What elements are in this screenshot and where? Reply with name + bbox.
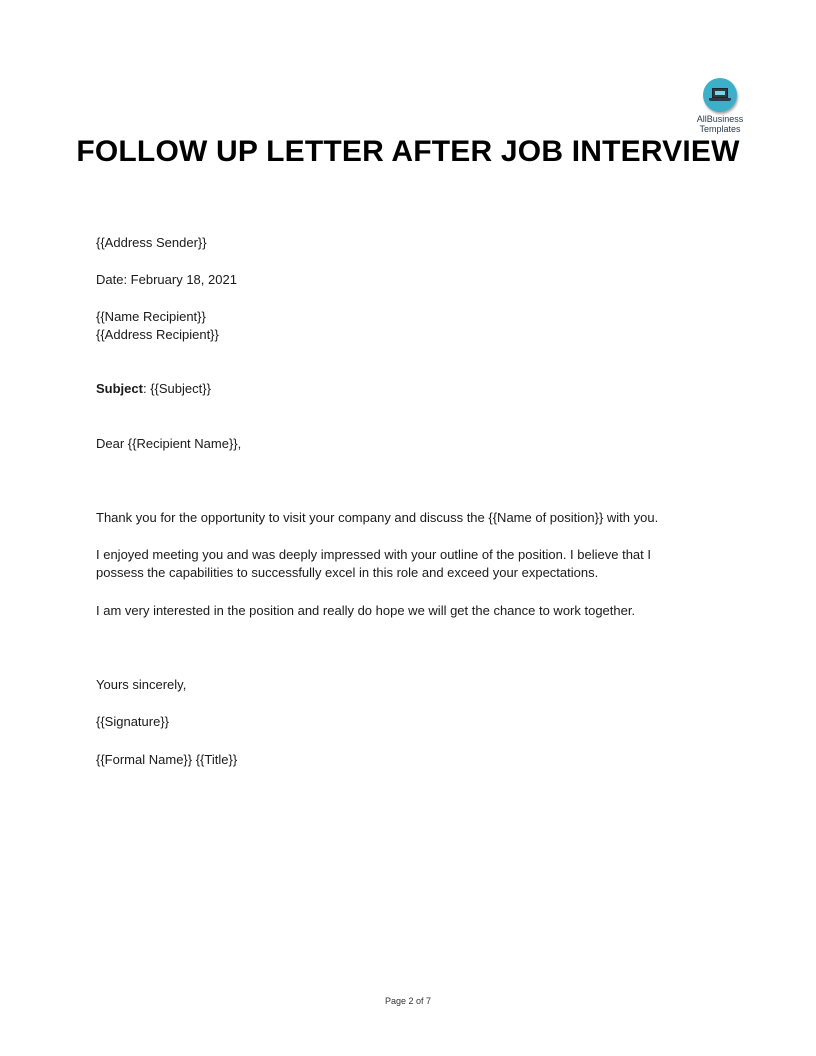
salutation: Dear {{Recipient Name}}, <box>96 436 242 451</box>
body-paragraph-2: I enjoyed meeting you and was deeply impressed with your outline of the position. I believe that I possess the capabilities to successfully excel in this role and exceed your expectations. <box>96 547 651 580</box>
allbusiness-templates-logo <box>690 78 750 134</box>
address-sender: {{Address Sender}} <box>96 235 207 250</box>
address-recipient: {{Address Recipient}} <box>96 327 219 342</box>
subject-line <box>96 380 211 398</box>
logo-brand-line2: Templates <box>699 124 741 134</box>
closing: Yours sincerely, <box>96 677 187 692</box>
subject-label: Subject <box>96 381 143 396</box>
laptop-icon <box>703 78 737 112</box>
document-title: FOLLOW UP LETTER AFTER JOB INTERVIEW <box>76 135 740 168</box>
name-recipient: {{Name Recipient}} <box>96 309 206 324</box>
logo-text <box>690 114 750 134</box>
page-number: Page 2 of 7 <box>384 996 432 1006</box>
letter-date: Date: February 18, 2021 <box>96 272 237 287</box>
signature: {{Signature}} <box>96 714 170 729</box>
formal-name-title: {{Formal Name}} {{Title}} <box>96 752 238 767</box>
body-paragraph-1: Thank you for the opportunity to visit your company and discuss the {{Name of position}} with you. <box>96 510 659 525</box>
body-paragraph-3: I am very interested in the position and really do hope we will get the chance to work together. <box>96 603 636 618</box>
logo-brand-line1: AllBusiness <box>696 114 744 124</box>
subject-value: : {{Subject}} <box>142 381 211 396</box>
